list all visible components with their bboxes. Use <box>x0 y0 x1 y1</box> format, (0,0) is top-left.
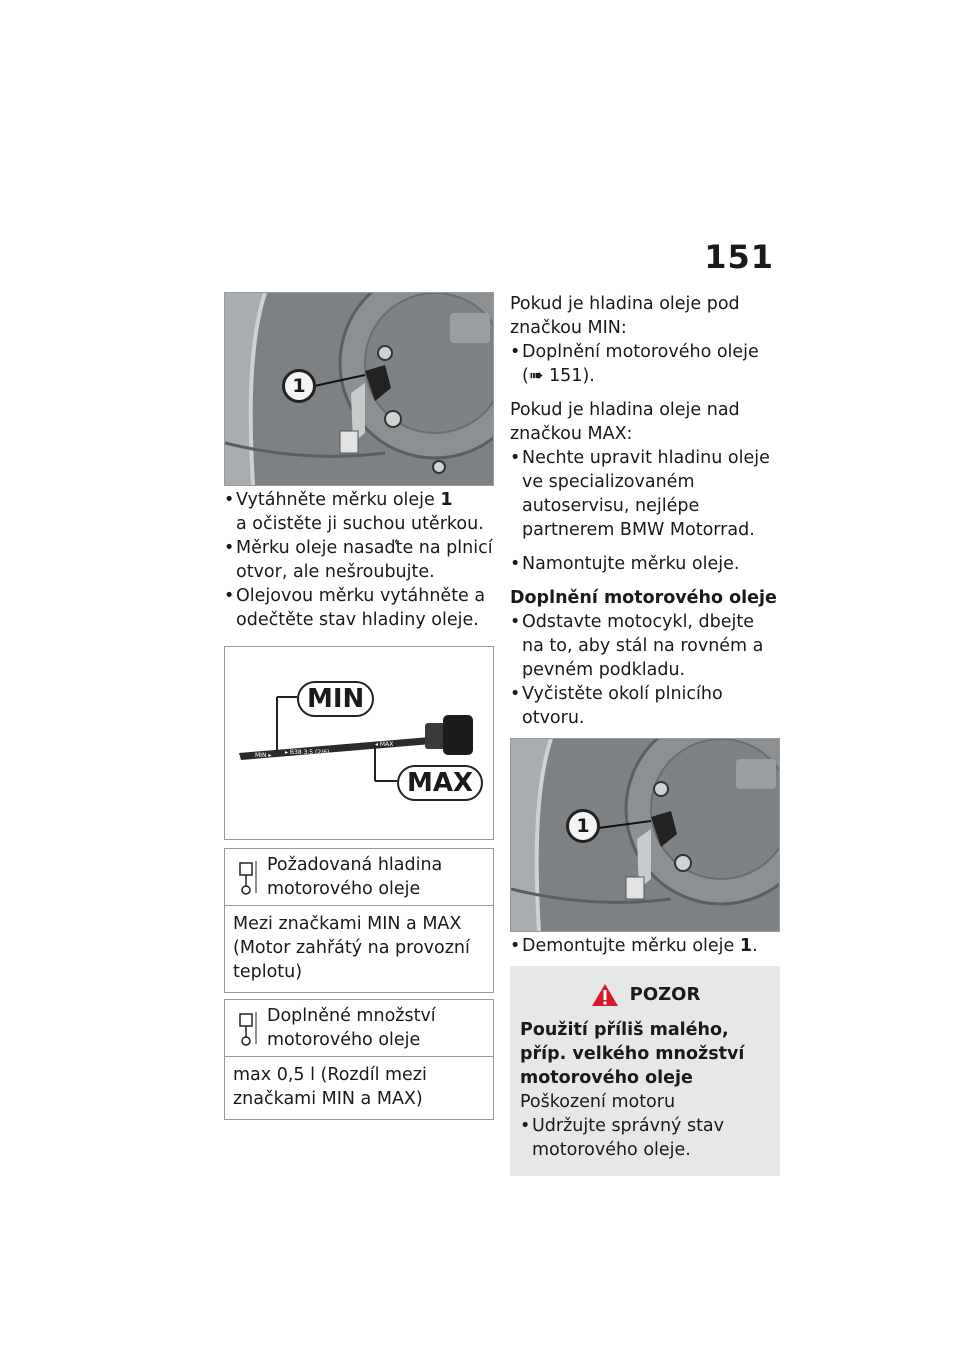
spec-refill-quantity-value: max 0,5 l (Rozdíl mezi značkami MIN a MAX) <box>233 1065 427 1109</box>
dipstick-graphic <box>225 647 493 839</box>
steps-list-left <box>224 488 494 632</box>
step-read-level: • Olejovou měrku vytáhněte a odečtěte stav hladiny oleje. <box>224 584 494 632</box>
engine-oil-icon <box>237 857 259 897</box>
spec-required-level-head <box>225 849 493 906</box>
intro-above-max: Pokud je hladina oleje nad značkou MAX: <box>510 400 740 444</box>
right-column <box>510 292 780 1176</box>
steps-above-max <box>510 446 780 542</box>
spec-required-level <box>224 848 494 993</box>
steps-below-min <box>510 340 780 388</box>
step-pull-dipstick: • Vytáhněte měrku oleje 1 a očistěte ji suchou utěrkou. <box>224 488 494 536</box>
svg-text:◂ MAX: ◂ MAX <box>375 741 394 748</box>
step-clean: • Vyčistěte okolí plnicího otvoru. <box>510 682 780 730</box>
engine-photo-right <box>510 738 780 932</box>
spec-refill-quantity-head <box>225 1000 493 1057</box>
step-add-oil: • Doplnění motorového oleje (➠ 151). <box>510 340 780 388</box>
warning-triangle-icon <box>590 982 620 1008</box>
spec-required-level-value: Mezi značkami MIN a MAX (Motor zahřátý na provozní teplotu) <box>233 914 470 982</box>
warning-subtitle: Použití příliš malého, příp. velkého množství motorového oleje <box>520 1020 745 1088</box>
dipstick-illustration <box>224 646 494 840</box>
step-insert-dipstick: • Měrku oleje nasaďte na plnicí otvor, ale nešroubujte. <box>224 536 494 584</box>
page-number: 151 <box>704 238 774 276</box>
warning-box <box>510 966 780 1176</box>
warning-actions <box>520 1114 770 1162</box>
warning-action: • Udržujte správný stav motorového oleje. <box>520 1114 770 1162</box>
steps-remove <box>510 934 780 958</box>
callout-1: 1 <box>282 369 316 403</box>
spec-refill-quantity <box>224 999 494 1120</box>
step-park: • Odstavte motocykl, dbejte na to, aby stál na rovném a pevném podkladu. <box>510 610 780 682</box>
warning-title: POZOR <box>520 982 770 1008</box>
steps-refill <box>510 610 780 730</box>
engine-oil-icon <box>237 1008 259 1048</box>
engine-photo-graphic <box>511 739 779 931</box>
engine-photo-graphic <box>225 293 493 485</box>
spec-refill-quantity-title: Doplněné množství motorového oleje <box>267 1006 436 1050</box>
callout-1: 1 <box>566 809 600 843</box>
max-label: MAX <box>397 765 483 801</box>
spec-required-level-title: Požadovaná hladina motorového oleje <box>267 855 443 899</box>
svg-text:▸ B38 3.5 (2/6): ▸ B38 3.5 (2/6) <box>285 749 330 756</box>
intro-below-min: Pokud je hladina oleje pod značkou MIN: <box>510 294 740 338</box>
warning-body: Poškození motoru <box>520 1092 676 1112</box>
left-column <box>224 292 494 1120</box>
min-label: MIN <box>297 681 374 717</box>
steps-install <box>510 552 780 576</box>
svg-text:MIN ▸: MIN ▸ <box>255 752 272 759</box>
engine-photo-left <box>224 292 494 486</box>
section-heading: Doplnění motorového oleje <box>510 588 777 608</box>
step-workshop: • Nechte upravit hladinu oleje ve specializovaném autoservisu, nejlépe partnerem BMW Motorrad. <box>510 446 780 542</box>
step-install-dipstick: • Namontujte měrku oleje. <box>510 552 780 576</box>
step-remove-dipstick: • Demontujte měrku oleje 1. <box>510 934 780 958</box>
